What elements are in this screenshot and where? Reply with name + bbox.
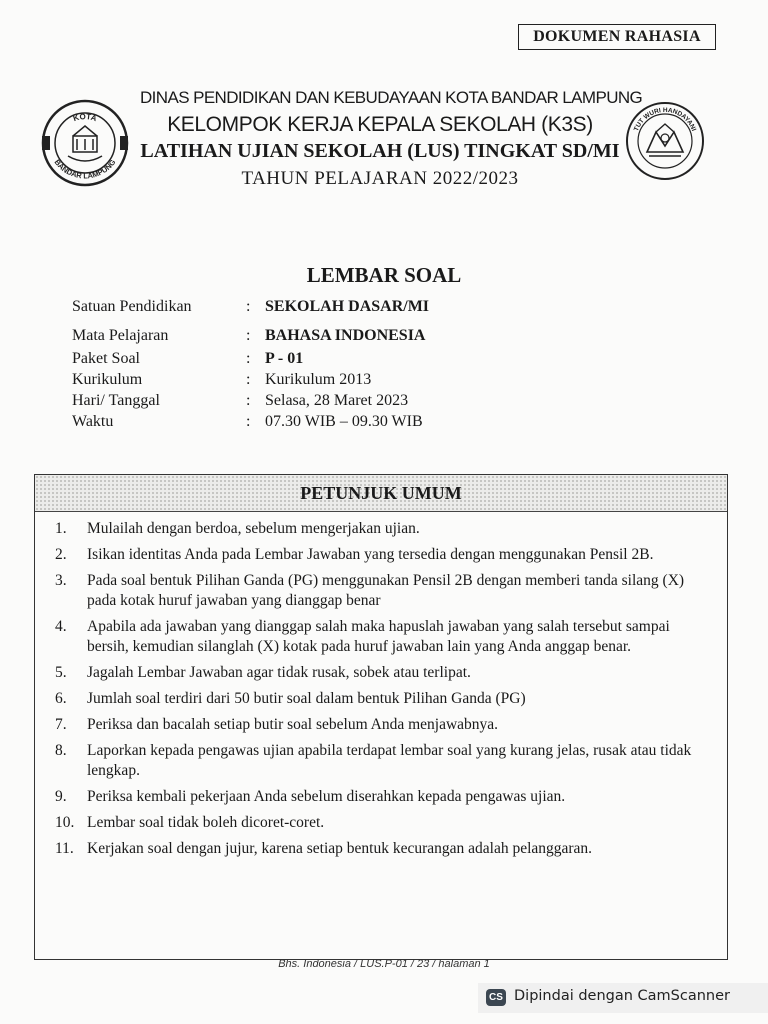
list-item bbox=[55, 787, 715, 807]
info-row-curriculum bbox=[72, 371, 672, 392]
item-text: Isikan identitas Anda pada Lembar Jawaban yang tersedia dengan menggunakan Pensil 2B. bbox=[87, 546, 654, 563]
info-value: Selasa, 28 Maret 2023 bbox=[265, 392, 409, 409]
info-separator: : bbox=[246, 371, 251, 388]
general-instructions-box bbox=[34, 474, 728, 960]
logo-motto-text: TUT WURI HANDAYANI bbox=[632, 106, 698, 133]
item-text: Jagalah Lembar Jawaban agar tidak rusak, sobek atau terlipat. bbox=[87, 664, 471, 681]
info-row-time bbox=[72, 413, 672, 434]
info-value: SEKOLAH DASAR/MI bbox=[265, 298, 430, 315]
info-separator: : bbox=[246, 298, 251, 315]
camscanner-logo-icon: CS bbox=[486, 989, 506, 1006]
info-separator: : bbox=[246, 392, 251, 409]
academic-year: TAHUN PELAJARAN 2022/2023 bbox=[241, 168, 519, 189]
item-number: 9. bbox=[55, 788, 67, 805]
info-label: Hari/ Tanggal bbox=[72, 392, 160, 409]
info-label: Satuan Pendidikan bbox=[72, 298, 192, 315]
item-text: Laporkan kepada pengawas ujian apabila terdapat lembar soal yang kurang jelas, rusak atau tidak lengkap. bbox=[87, 742, 692, 779]
bandar-lampung-seal-icon bbox=[40, 98, 130, 188]
camscanner-caption: Dipindai dengan CamScanner bbox=[514, 988, 731, 1004]
item-number: 7. bbox=[55, 716, 67, 733]
info-row-school-level bbox=[72, 298, 672, 319]
item-number: 5. bbox=[55, 664, 67, 681]
list-item bbox=[55, 545, 715, 565]
item-number: 4. bbox=[55, 618, 67, 635]
info-value: BAHASA INDONESIA bbox=[265, 327, 426, 344]
item-text: Periksa kembali pekerjaan Anda sebelum diserahkan kepada pengawas ujian. bbox=[87, 788, 566, 805]
info-label: Waktu bbox=[72, 413, 114, 430]
item-text: Lembar soal tidak boleh dicoret-coret. bbox=[87, 814, 325, 831]
list-item bbox=[55, 617, 715, 657]
camscanner-badge bbox=[478, 983, 768, 1013]
info-separator: : bbox=[246, 327, 251, 344]
instructions-title: PETUNJUK UMUM bbox=[300, 483, 462, 503]
info-row-package bbox=[72, 350, 672, 371]
list-item bbox=[55, 741, 715, 781]
list-item bbox=[55, 571, 715, 611]
info-label: Paket Soal bbox=[72, 350, 140, 367]
exam-name: LATIHAN UJIAN SEKOLAH (LUS) TINGKAT SD/MI bbox=[140, 140, 620, 162]
item-number: 1. bbox=[55, 520, 67, 537]
item-number: 6. bbox=[55, 690, 67, 707]
seal-bottom-text: BANDAR LAMPUNG bbox=[52, 157, 118, 181]
exam-info-table bbox=[72, 298, 672, 434]
info-value: P - 01 bbox=[265, 350, 304, 367]
list-item bbox=[55, 519, 715, 539]
working-group-name: KELOMPOK KERJA KEPALA SEKOLAH (K3S) bbox=[167, 113, 593, 136]
list-item bbox=[55, 813, 715, 833]
list-item bbox=[55, 839, 715, 859]
info-label: Mata Pelajaran bbox=[72, 327, 169, 344]
item-number: 3. bbox=[55, 572, 67, 589]
info-value: 07.30 WIB – 09.30 WIB bbox=[265, 413, 423, 430]
item-text: Apabila ada jawaban yang dianggap salah maka hapuslah jawaban yang salah tersebut sampai bersih, kemudian silanglah (X) kotak pada huruf jawaban lain yang Anda anggap benar. bbox=[87, 618, 670, 655]
info-separator: : bbox=[246, 413, 251, 430]
seal-top-text: KOTA bbox=[72, 111, 98, 124]
item-number: 2. bbox=[55, 546, 67, 563]
page-footer: Bhs. Indonesia / LUS.P-01 / 23 / halaman 1 bbox=[278, 958, 490, 970]
item-text: Jumlah soal terdiri dari 50 butir soal dalam bentuk Pilihan Ganda (PG) bbox=[87, 690, 526, 707]
item-number: 10. bbox=[55, 814, 75, 831]
info-label: Kurikulum bbox=[72, 371, 143, 388]
list-item bbox=[55, 689, 715, 709]
instructions-list bbox=[55, 519, 715, 865]
item-number: 11. bbox=[55, 840, 74, 857]
list-item bbox=[55, 663, 715, 683]
agency-name: DINAS PENDIDIKAN DAN KEBUDAYAAN KOTA BANDAR LAMPUNG bbox=[140, 88, 643, 107]
info-value: Kurikulum 2013 bbox=[265, 371, 372, 388]
item-text: Pada soal bentuk Pilihan Ganda (PG) menggunakan Pensil 2B dengan memberi tanda silang (X) pada kotak huruf jawaban yang dianggap benar bbox=[87, 572, 685, 609]
confidential-stamp: DOKUMEN RAHASIA bbox=[518, 24, 716, 50]
list-item bbox=[55, 715, 715, 735]
info-separator: : bbox=[246, 350, 251, 367]
info-row-subject bbox=[72, 327, 672, 348]
item-number: 8. bbox=[55, 742, 67, 759]
info-row-date bbox=[72, 392, 672, 413]
instructions-header bbox=[35, 475, 727, 512]
svg-text:KOTA bbox=[72, 112, 98, 123]
item-text: Mulailah dengan berdoa, sebelum mengerjakan ujian. bbox=[87, 520, 420, 537]
item-text: Periksa dan bacalah setiap butir soal sebelum Anda menjawabnya. bbox=[87, 716, 499, 733]
item-text: Kerjakan soal dengan jujur, karena setiap bentuk kecurangan adalah pelanggaran. bbox=[87, 840, 593, 857]
sheet-title: LEMBAR SOAL bbox=[306, 263, 462, 287]
